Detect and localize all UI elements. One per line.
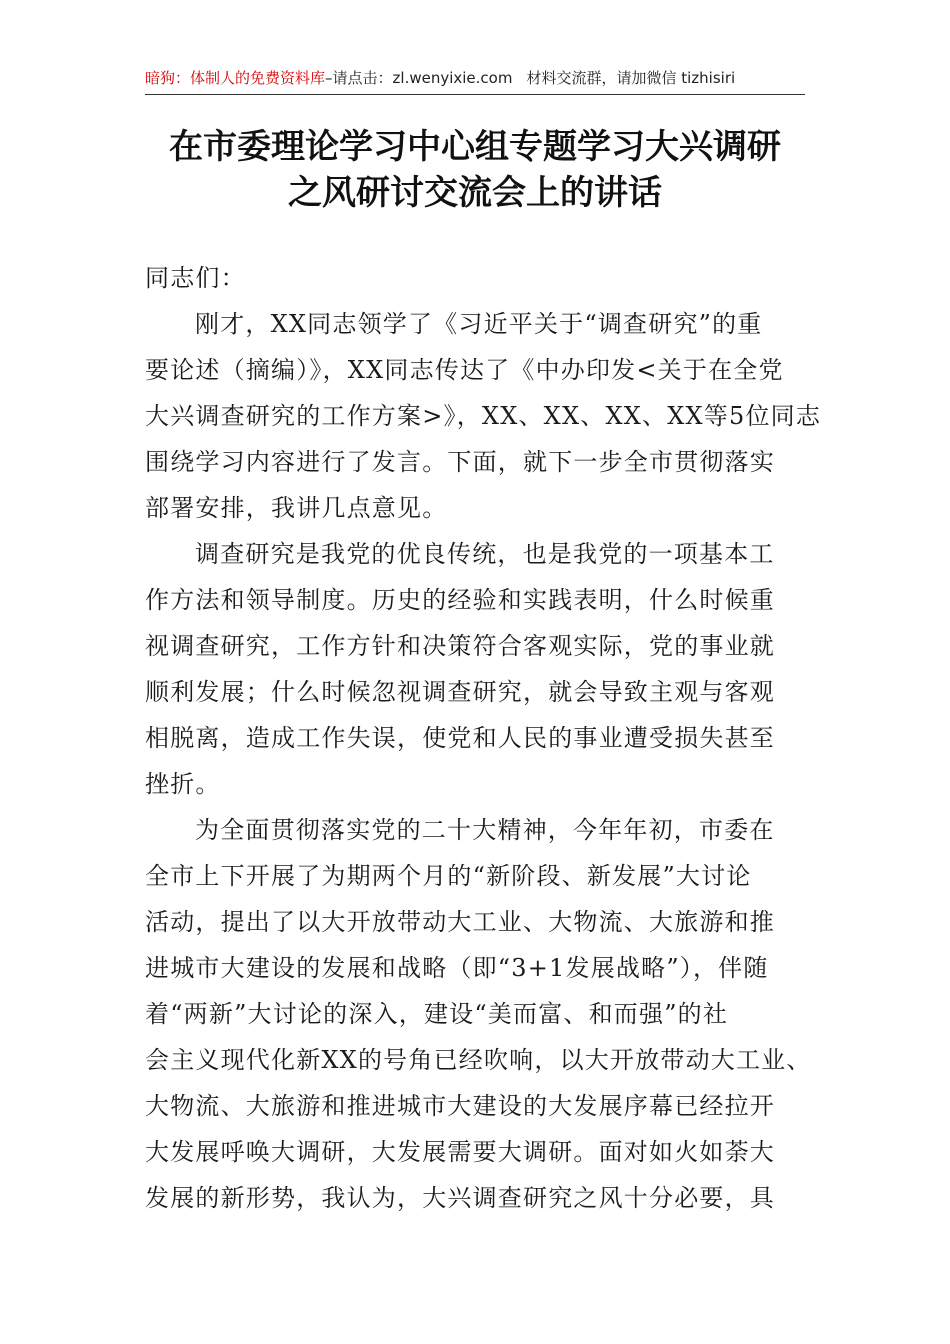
body-line: 全市上下开展了为期两个月的“新阶段、新发展”大讨论 xyxy=(145,862,752,890)
body-line: 大发展呼唤大调研，大发展需要大调研。面对如火如荼大 xyxy=(145,1138,775,1166)
body-line: 会主义现代化新XX的号角已经吹响，以大开放带动大工业、 xyxy=(145,1046,812,1074)
salutation: 同志们： xyxy=(145,264,246,292)
header-group-note: 材料交流群，请加微信 tizhisiri xyxy=(526,69,736,87)
body-line: 顺利发展；什么时候忽视调查研究，就会导致主观与客观 xyxy=(145,678,775,706)
header-click-prompt: –请点击： xyxy=(325,69,393,87)
body-line: 着“两新”大讨论的深入，建设“美而富、和而强”的社 xyxy=(145,1000,729,1028)
title-line-1: 在市委理论学习中心组专题学习大兴调研 xyxy=(169,127,781,167)
body-line: 刚才，XX同志领学了《习近平关于“调查研究”的重 xyxy=(195,310,763,338)
body-line: 大物流、大旅游和推进城市大建设的大发展序幕已经拉开 xyxy=(145,1092,775,1120)
document-title xyxy=(110,124,840,216)
document-body xyxy=(145,255,825,1221)
body-line: 进城市大建设的发展和战略（即“3+1发展战略”），伴随 xyxy=(145,954,769,982)
body-line: 调查研究是我党的优良传统，也是我党的一项基本工 xyxy=(195,540,775,568)
page-header xyxy=(145,66,805,95)
body-line: 围绕学习内容进行了发言。下面，就下一步全市贯彻落实 xyxy=(145,448,775,476)
body-line: 视调查研究，工作方针和决策符合客观实际，党的事业就 xyxy=(145,632,775,660)
body-line: 为全面贯彻落实党的二十大精神，今年年初，市委在 xyxy=(195,816,775,844)
body-line: 活动，提出了以大开放带动大工业、大物流、大旅游和推 xyxy=(145,908,775,936)
header-url-link[interactable]: zl.wenyixie.com xyxy=(392,69,513,87)
body-line: 部署安排，我讲几点意见。 xyxy=(145,494,448,522)
body-line: 作方法和领导制度。历史的经验和实践表明，什么时候重 xyxy=(145,586,775,614)
body-line: 发展的新形势，我认为，大兴调查研究之风十分必要，具 xyxy=(145,1184,775,1212)
title-line-2: 之风研讨交流会上的讲话 xyxy=(288,173,662,213)
body-line: 大兴调查研究的工作方案>》，XX、XX、XX、XX等5位同志 xyxy=(145,402,822,430)
body-line: 相脱离，造成工作失误，使党和人民的事业遭受损失甚至 xyxy=(145,724,775,752)
body-line: 要论述（摘编）》，XX同志传达了《中办印发<关于在全党 xyxy=(145,356,784,384)
header-brand: 暗狗：体制人的免费资料库 xyxy=(145,69,326,87)
body-line: 挫折。 xyxy=(145,770,221,798)
